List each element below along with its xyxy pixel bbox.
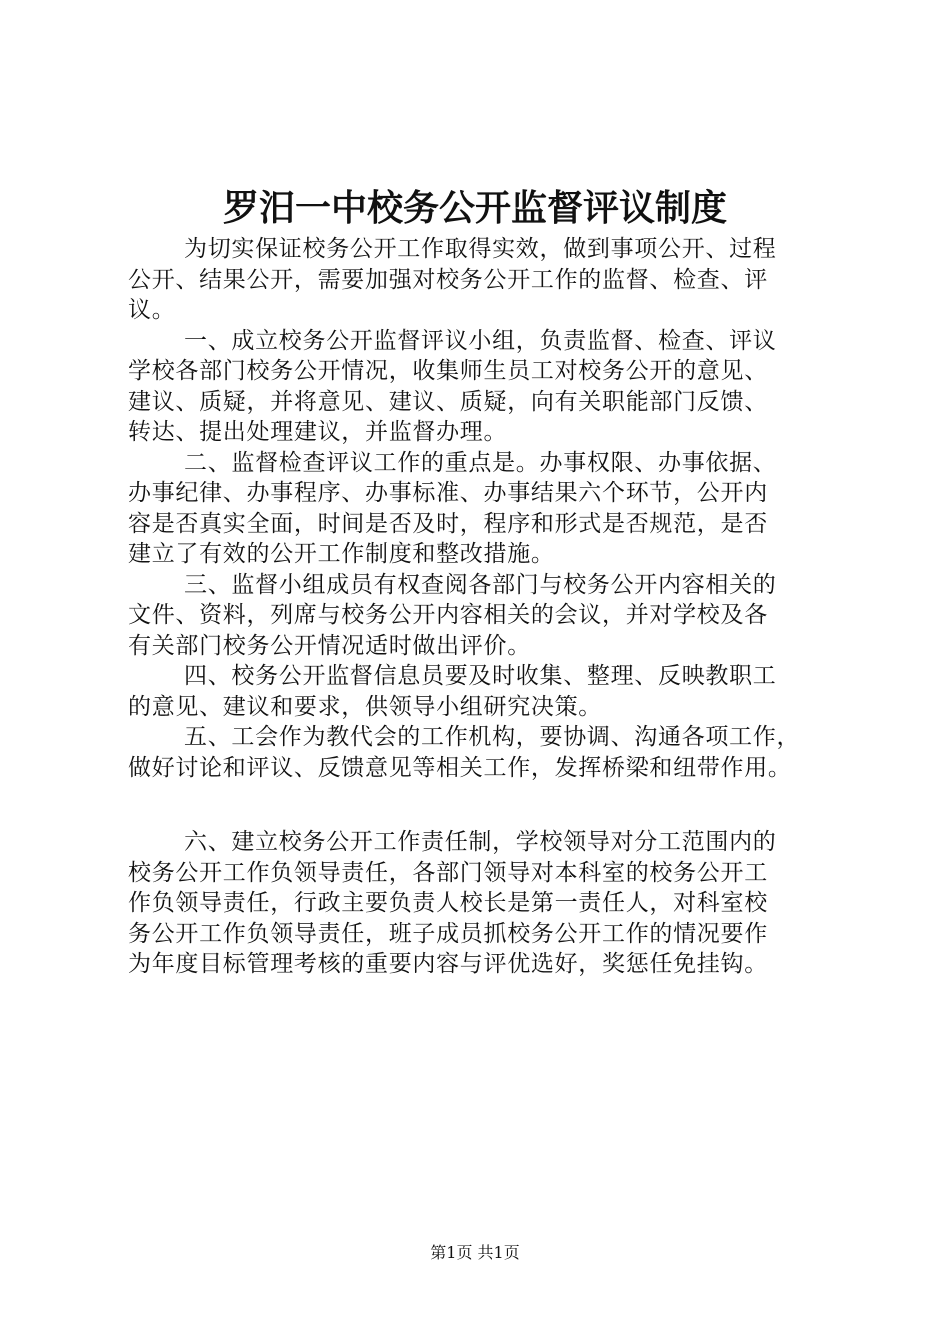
- paragraph-line: 为切实保证校务公开工作取得实效，做到事项公开、过程: [184, 236, 777, 262]
- document-body: [128, 234, 838, 980]
- paragraph-line: 公开、结果公开，需要加强对校务公开工作的监督、检查、评: [128, 266, 768, 293]
- paragraph-line: 六、建立校务公开工作责任制，学校领导对分工范围内的: [184, 829, 777, 855]
- paragraph-line: 办事纪律、办事程序、办事标准、办事结果六个环节，公开内: [128, 480, 768, 506]
- paragraph-line: 作负领导责任，行政主要负责人校长是第一责任人，对科室校: [128, 890, 768, 916]
- paragraph-line: 建议、质疑，并将意见、建议、质疑，向有关职能部门反馈、: [128, 388, 768, 415]
- paragraph-line: 的意见、建议和要求，供领导小组研究决策。: [128, 693, 602, 720]
- paragraph-line: 四、校务公开监督信息员要及时收集、整理、反映教职工: [184, 663, 777, 689]
- paragraph-line: 建立了有效的公开工作制度和整改措施。: [128, 541, 555, 567]
- paragraph-line: 五、工会作为教代会的工作机构，要协调、沟通各项工作，: [184, 724, 801, 750]
- paragraph-line: 议。: [128, 297, 176, 323]
- document-title: 罗汨一中校务公开监督评议制度: [222, 187, 727, 229]
- paragraph-line: 为年度目标管理考核的重要内容与评优选好，奖惩任免挂钩。: [128, 951, 768, 977]
- paragraph-line: 校务公开工作负领导责任，各部门领导对本科室的校务公开工: [128, 859, 768, 886]
- paragraph-line: 三、监督小组成员有权查阅各部门与校务公开内容相关的: [184, 571, 777, 598]
- paragraph-line: 一、成立校务公开监督评议小组，负责监督、检查、评议: [184, 327, 777, 354]
- paragraph-line: 务公开工作负领导责任，班子成员抓校务公开工作的情况要作: [128, 920, 768, 947]
- paragraph-line: 文件、资料，列席与校务公开内容相关的会议，并对学校及各: [128, 602, 768, 628]
- paragraph-gap: [128, 783, 838, 827]
- paragraph-line: 学校各部门校务公开情况，收集师生员工对校务公开的意见、: [128, 358, 768, 384]
- paragraph-line: 有关部门校务公开情况适时做出评价。: [128, 632, 531, 659]
- page-number-footer: 第1页 共1页: [430, 1243, 520, 1262]
- paragraph-line: 容是否真实全面，时间是否及时，程序和形式是否规范，是否: [128, 510, 768, 537]
- paragraph-line: 做好讨论和评议、反馈意见等相关工作，发挥桥梁和纽带作用。: [128, 754, 792, 781]
- paragraph-line: 转达、提出处理建议，并监督办理。: [128, 419, 508, 445]
- paragraph-line: 二、监督检查评议工作的重点是。办事权限、办事依据、: [184, 449, 777, 476]
